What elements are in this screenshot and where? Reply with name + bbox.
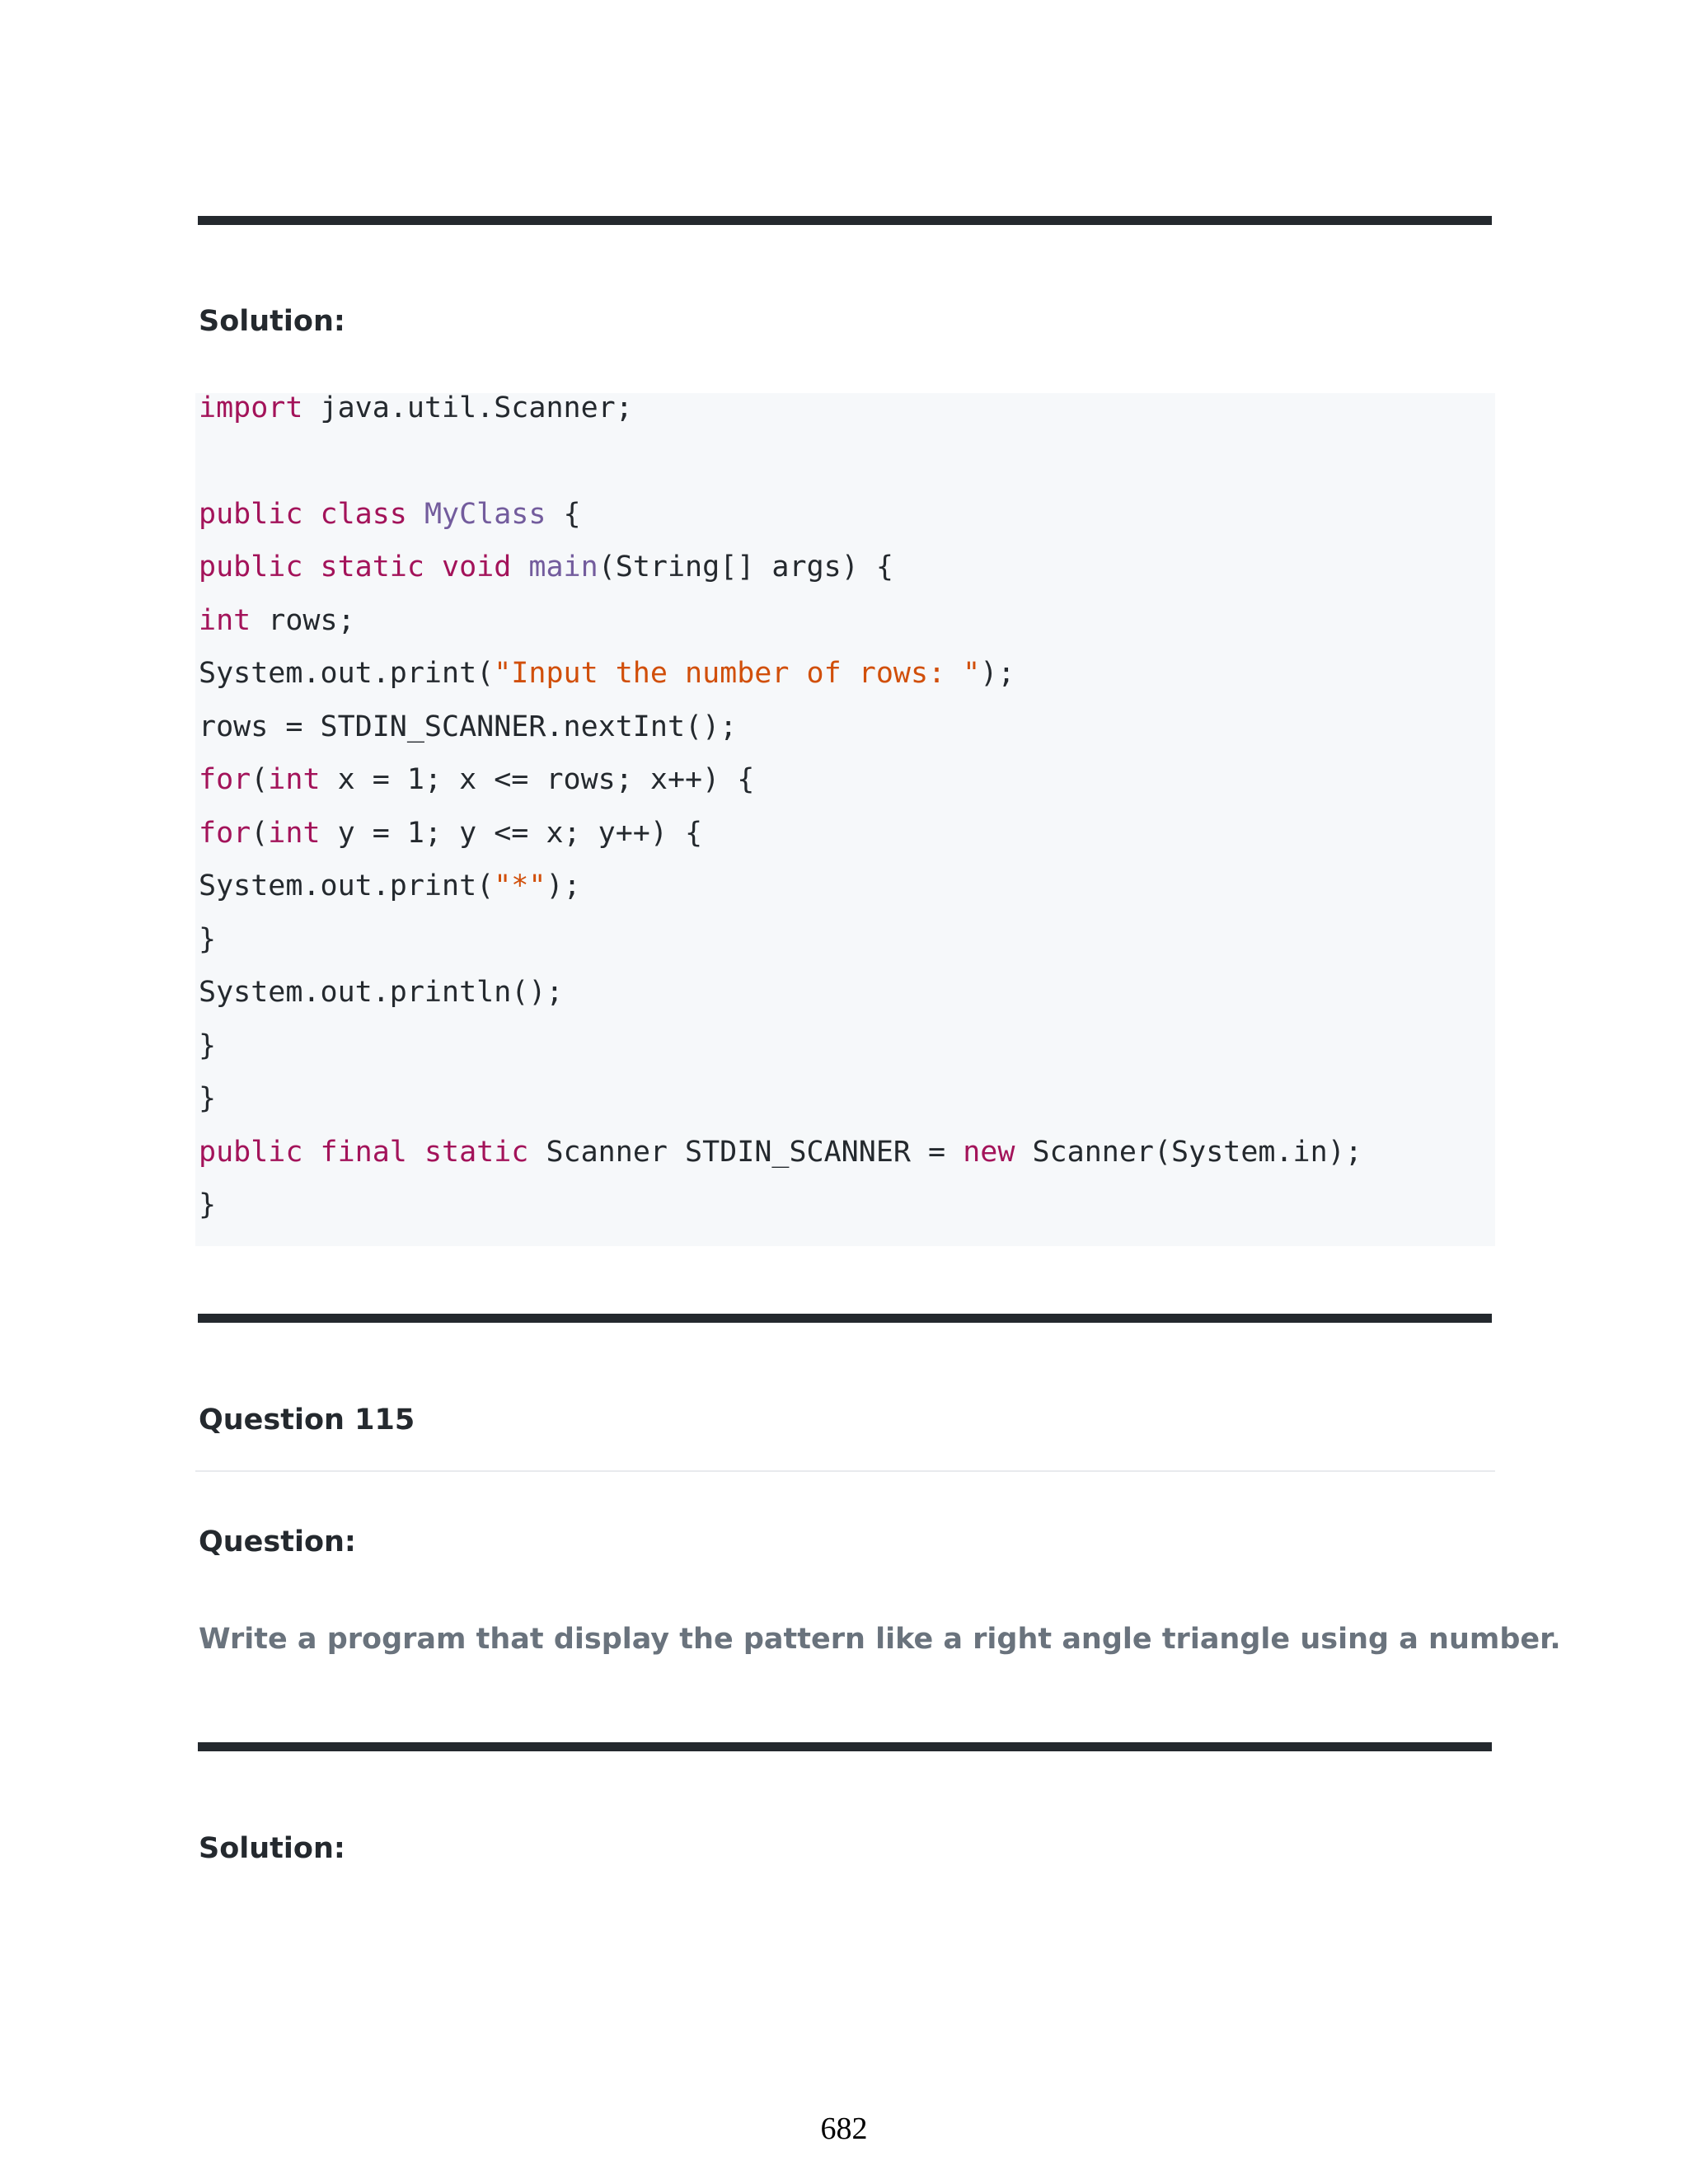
code-line-13 [199,1082,217,1115]
code-keyword: void [442,551,512,583]
code-function-name: main [528,551,598,583]
solution-heading-2: Solution: [199,1832,345,1865]
code-text: y = 1; y <= x; y++) { [320,817,703,850]
code-string: "*" [494,869,546,902]
code-text: (String[] args) { [598,551,893,583]
code-text: ); [546,869,581,902]
code-text: rows = STDIN_SCANNER.nextInt(); [199,710,738,743]
code-text: Scanner(System.in); [1015,1136,1362,1169]
code-class-name: MyClass [424,498,546,531]
code-keyword: public [199,498,303,531]
code-text: System.out.print( [199,869,495,902]
code-block [195,393,1495,1246]
code-keyword: public [199,1136,303,1169]
code-keyword: import [199,391,303,424]
divider-thin [195,1470,1495,1472]
code-text: System.out.print( [199,657,495,690]
code-text: rows; [251,604,355,637]
horizontal-rule-top [198,216,1492,225]
code-text: ( [251,817,269,850]
code-line-10 [199,923,217,956]
code-text: java.util.Scanner; [302,391,633,424]
code-text: } [199,923,217,956]
code-keyword: class [320,498,407,531]
code-line-3 [199,553,893,582]
page-number: 682 [820,2111,868,2146]
code-text: } [199,1188,217,1221]
code-type: int [268,763,321,796]
code-line-4 [199,604,355,637]
code-string: "Input the number of rows: " [494,657,981,690]
code-text: x = 1; x <= rows; x++) { [320,763,755,796]
code-keyword: for [199,817,251,850]
code-text: ); [980,657,1015,690]
code-text: System.out.println(); [199,976,564,1009]
code-type: int [199,604,251,637]
code-line-5 [199,659,1015,688]
code-line-2 [199,500,581,529]
code-line-14 [199,1138,1362,1167]
code-line-7 [199,763,755,796]
code-line-11 [199,978,564,1007]
code-line-12 [199,1029,217,1062]
code-keyword: static [424,1136,529,1169]
code-text: } [199,1082,217,1115]
code-keyword: new [963,1136,1015,1169]
code-text: { [546,498,581,531]
horizontal-rule-middle [198,1314,1492,1323]
code-keyword: public [199,551,303,583]
horizontal-rule-bottom [198,1742,1492,1751]
question-title: Question 115 [199,1404,415,1436]
code-line-9 [199,869,581,902]
code-keyword: static [320,551,424,583]
code-line-1 [199,391,633,424]
code-text: ( [251,763,269,796]
solution-heading: Solution: [199,305,345,338]
code-line-15 [199,1188,217,1221]
code-line-6 [199,710,738,743]
question-label: Question: [199,1526,356,1558]
code-keyword: for [199,763,251,796]
code-keyword: final [320,1136,407,1169]
code-text: Scanner STDIN_SCANNER = [528,1136,964,1169]
code-line-8 [199,819,702,848]
code-text: } [199,1029,217,1062]
code-type: int [268,817,321,850]
question-text: Write a program that display the pattern like a right angle triangle using a number. [199,1623,1561,1656]
